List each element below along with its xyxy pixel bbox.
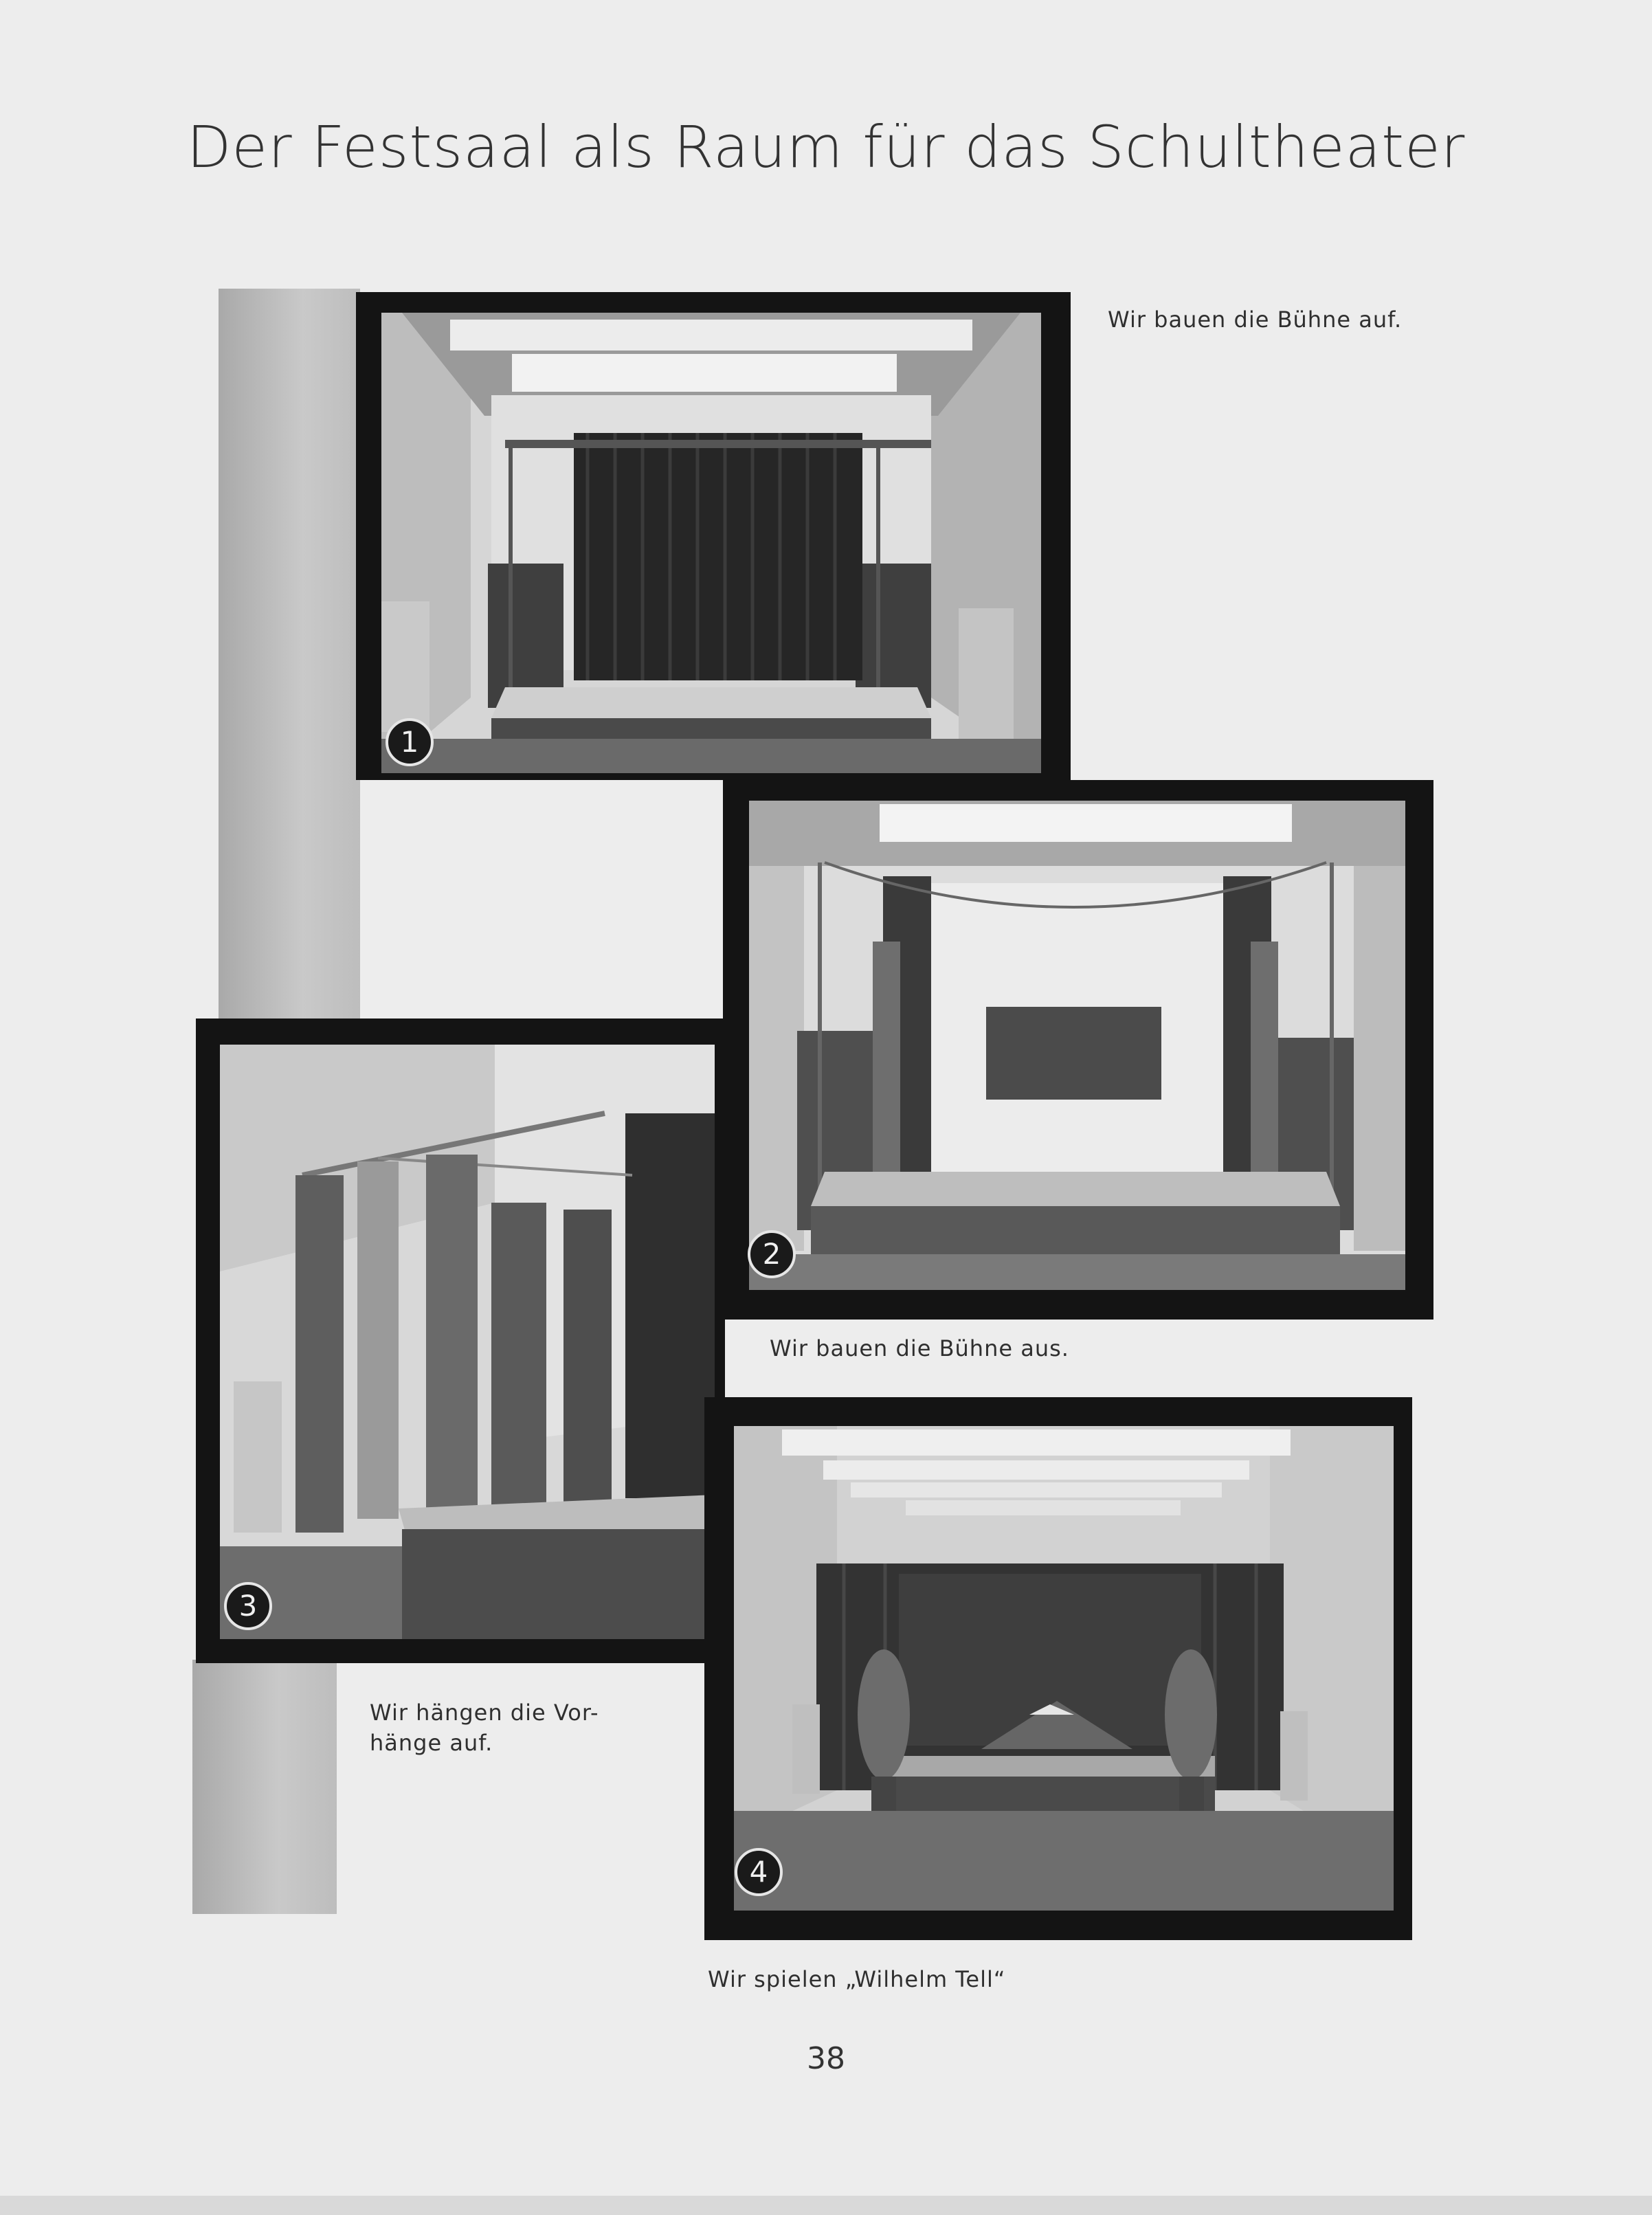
photo-caption-3-line-2: hänge auf. bbox=[370, 1730, 493, 1756]
gray-side-strip-top bbox=[219, 289, 360, 1021]
stage-photo-2 bbox=[749, 801, 1405, 1290]
stage-photo-4 bbox=[734, 1426, 1394, 1911]
photo-number-badge-4: 4 bbox=[735, 1848, 783, 1896]
stage-photo-3 bbox=[220, 1045, 715, 1639]
photo-number-badge-3: 3 bbox=[224, 1582, 272, 1630]
photo-caption-3-line-1: Wir hängen die Vor- bbox=[370, 1700, 599, 1726]
stage-photo-1 bbox=[381, 313, 1041, 773]
photo-number-badge-1: 1 bbox=[386, 718, 434, 766]
photo-number-badge-2: 2 bbox=[748, 1230, 796, 1278]
photo-caption-3 bbox=[370, 1698, 599, 1758]
page-number: 38 bbox=[807, 2041, 845, 2076]
photo-caption-4: Wir spielen „Wilhelm Tell“ bbox=[708, 1966, 1006, 1992]
photo-caption-2: Wir bauen die Bühne aus. bbox=[770, 1335, 1069, 1361]
photo-caption-1: Wir bauen die Bühne auf. bbox=[1108, 307, 1403, 333]
page-bottom-edge bbox=[0, 2196, 1652, 2215]
gray-side-strip-bottom bbox=[192, 1660, 337, 1914]
page-title: Der Festsaal als Raum für das Schultheater bbox=[186, 113, 1466, 181]
